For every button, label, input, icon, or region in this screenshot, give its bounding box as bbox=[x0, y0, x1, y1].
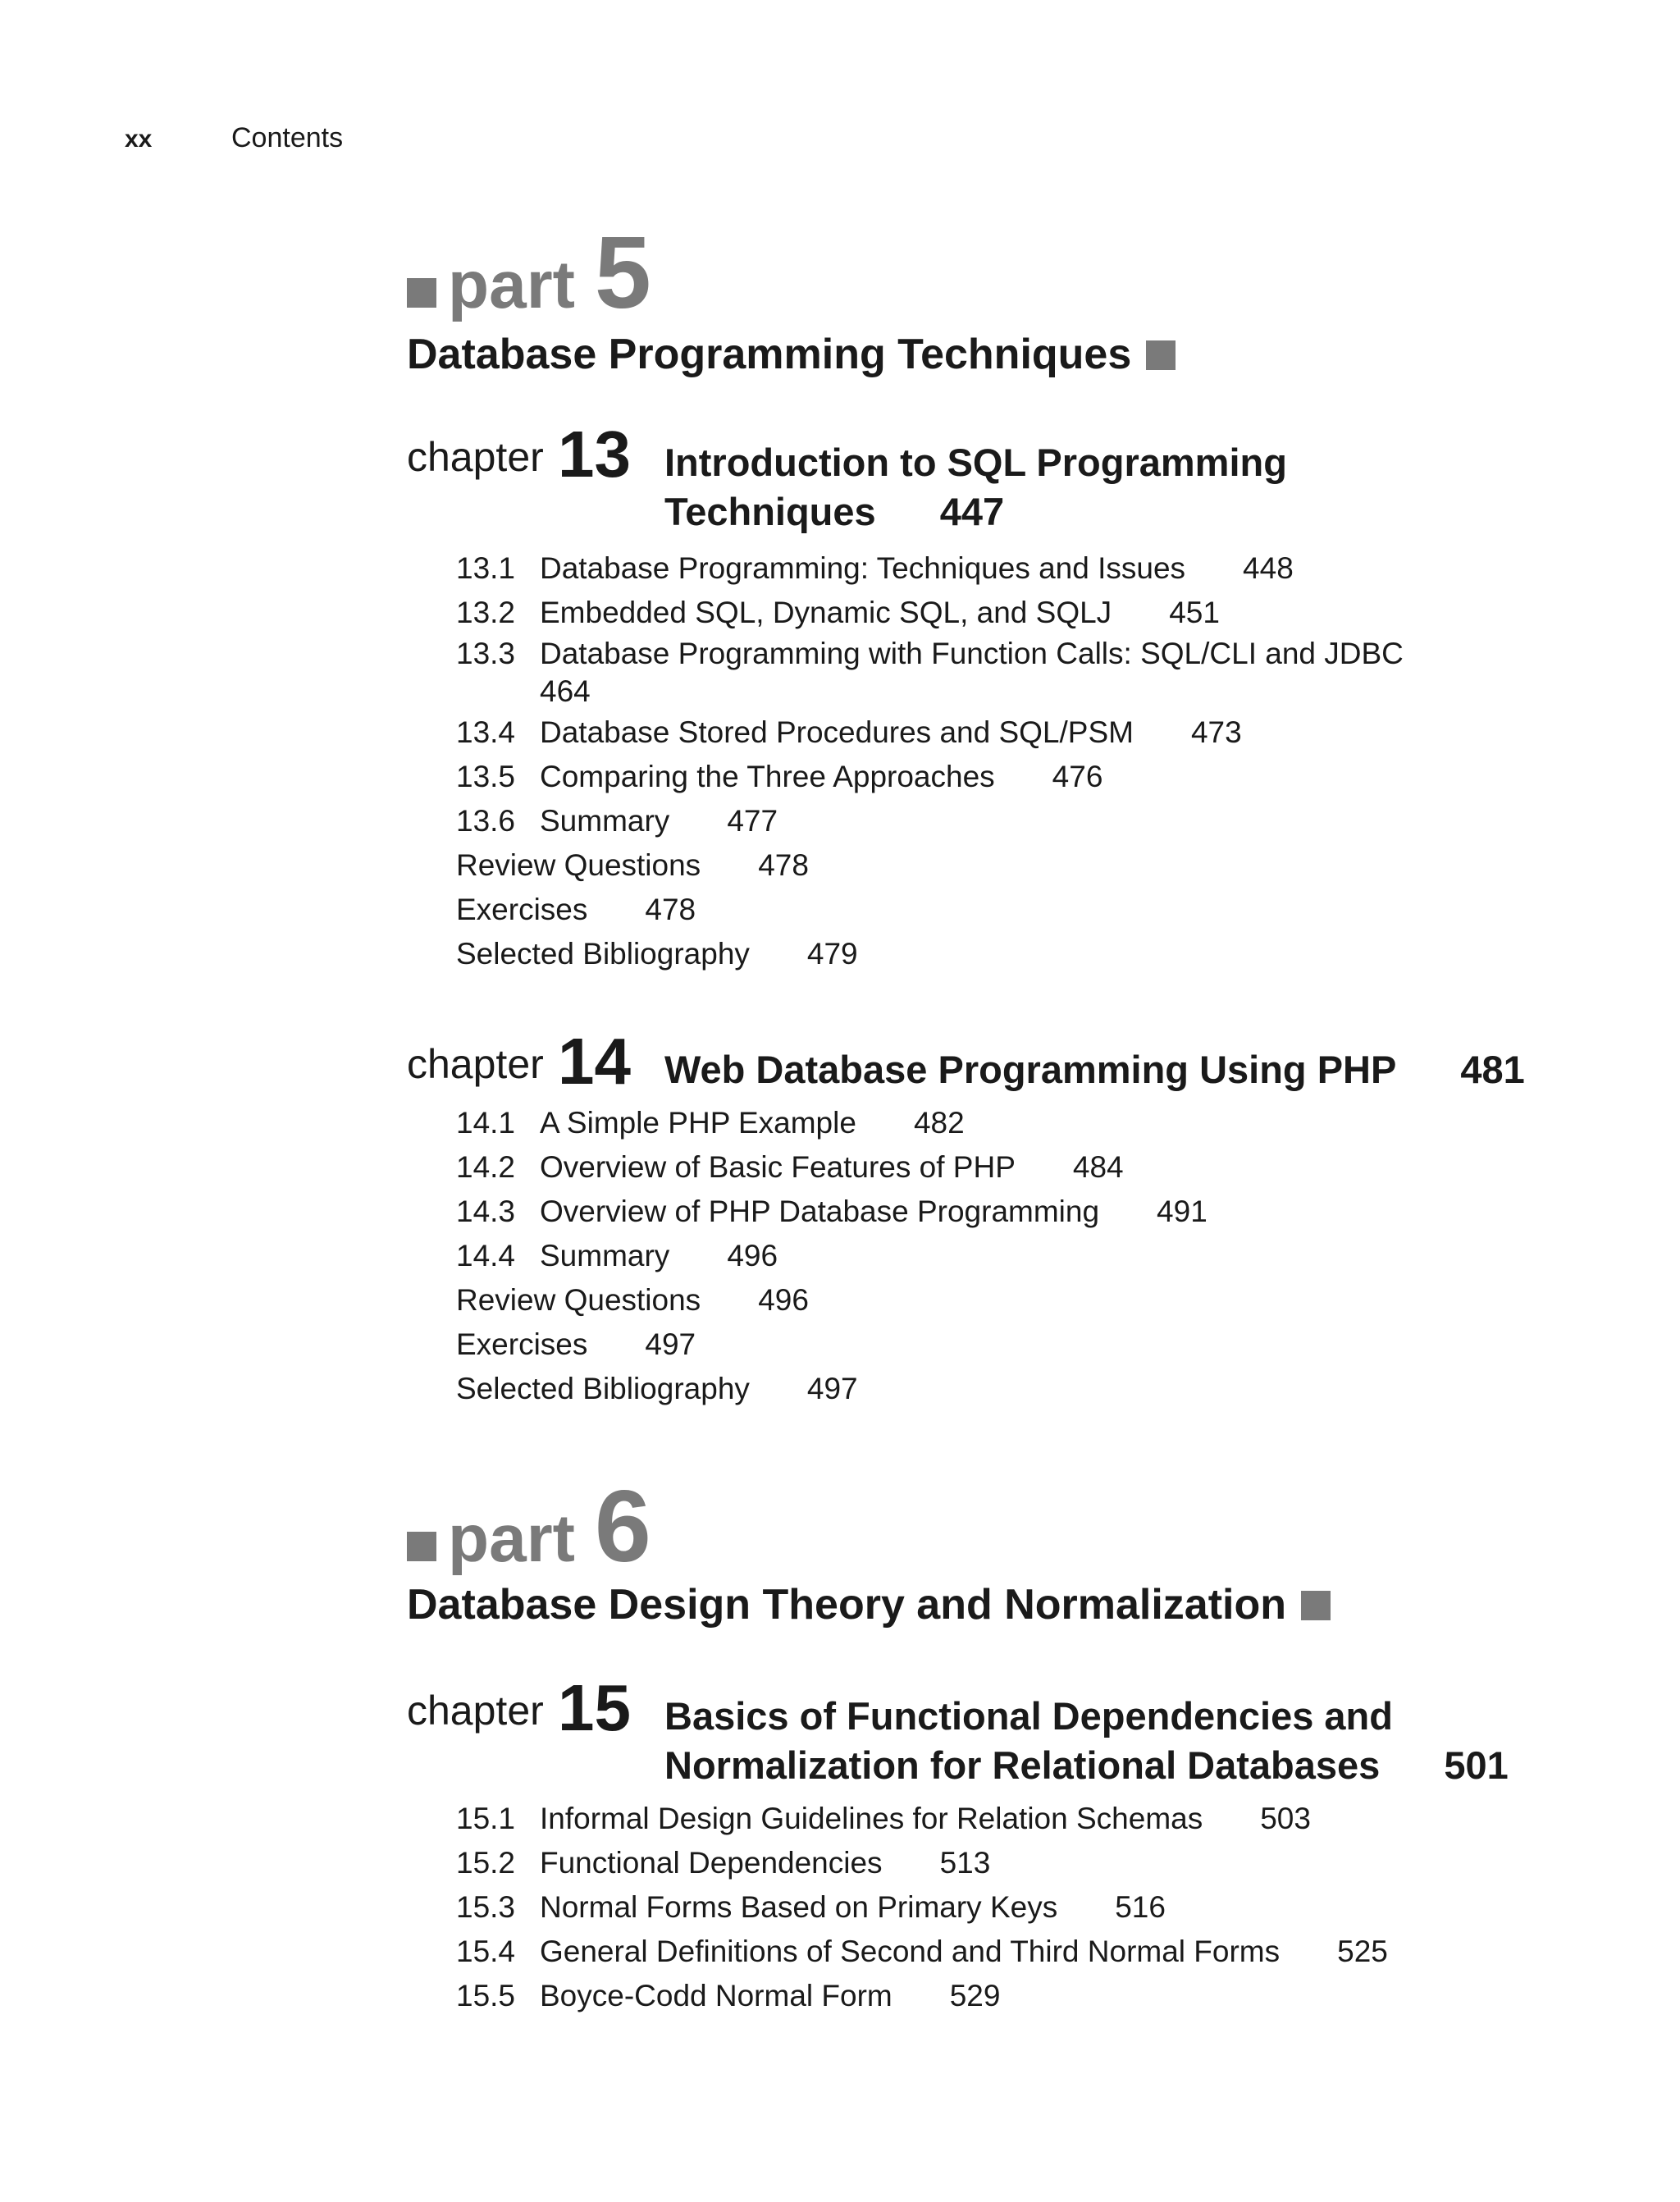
part-number: 5 bbox=[594, 217, 651, 330]
section-number: 14.3 bbox=[456, 1195, 516, 1228]
toc-entry bbox=[456, 888, 1404, 932]
section-number: 15.3 bbox=[456, 1890, 516, 1924]
section-page: 479 bbox=[806, 937, 858, 971]
part-heading bbox=[407, 215, 651, 331]
chapter-heading bbox=[407, 1669, 1555, 1787]
section-page: 503 bbox=[1260, 1802, 1311, 1835]
chapter-title-line: Techniques bbox=[664, 490, 876, 533]
toc-entry bbox=[456, 932, 1404, 976]
toc-entry bbox=[456, 1190, 1208, 1234]
section-page: 448 bbox=[1243, 551, 1294, 585]
section-title: Boyce-Codd Normal Form bbox=[540, 1979, 892, 2012]
toc-entry bbox=[456, 1101, 1208, 1145]
toc-entry bbox=[456, 1797, 1388, 1841]
part-title bbox=[407, 1580, 1331, 1629]
section-number: 14.1 bbox=[456, 1106, 516, 1140]
section-title: Informal Design Guidelines for Relation Schemas bbox=[540, 1802, 1203, 1835]
toc-entry bbox=[456, 1974, 1388, 2018]
section-page: 476 bbox=[1052, 760, 1103, 793]
square-bullet-icon bbox=[407, 278, 436, 308]
section-page: 482 bbox=[913, 1106, 965, 1140]
chapter-title bbox=[664, 438, 1287, 537]
section-number: 14.4 bbox=[456, 1239, 516, 1272]
part-number: 6 bbox=[594, 1470, 651, 1583]
page-folio: xx bbox=[125, 126, 153, 153]
section-page: 478 bbox=[645, 893, 696, 926]
section-number: 13.1 bbox=[456, 551, 516, 585]
chapter-page-number: 501 bbox=[1444, 1743, 1509, 1787]
section-page: 529 bbox=[949, 1979, 1001, 2012]
section-page: 516 bbox=[1115, 1890, 1166, 1924]
section-title: General Definitions of Second and Third Normal Forms bbox=[540, 1935, 1281, 1968]
toc-entry bbox=[456, 1278, 1208, 1323]
section-number: 15.5 bbox=[456, 1979, 516, 2012]
toc-entry bbox=[456, 799, 1404, 843]
section-title: Summary bbox=[540, 804, 670, 838]
running-head-section: Contents bbox=[231, 122, 344, 153]
chapter-title bbox=[664, 1692, 1509, 1790]
toc-entry bbox=[456, 546, 1404, 591]
section-page: 477 bbox=[727, 804, 778, 838]
square-end-icon bbox=[1301, 1591, 1331, 1620]
chapter-word: chapter bbox=[407, 1041, 544, 1087]
square-end-icon bbox=[1146, 340, 1176, 370]
section-page: 451 bbox=[1169, 596, 1220, 629]
toc-entry bbox=[456, 1885, 1388, 1930]
section-title: Review Questions bbox=[456, 1283, 701, 1317]
section-page: 496 bbox=[727, 1239, 778, 1272]
toc-entry bbox=[456, 755, 1404, 799]
chapter-contents-list bbox=[456, 1797, 1388, 2018]
section-number: 13.2 bbox=[456, 596, 516, 629]
toc-entry bbox=[456, 635, 1404, 710]
section-page: 497 bbox=[645, 1327, 696, 1361]
toc-entry bbox=[456, 710, 1404, 755]
part-title bbox=[407, 330, 1176, 379]
toc-entry bbox=[456, 1145, 1208, 1190]
chapter-page-number: 447 bbox=[939, 490, 1005, 533]
section-page: 491 bbox=[1157, 1195, 1208, 1228]
section-title: Functional Dependencies bbox=[540, 1846, 883, 1880]
section-number: 13.4 bbox=[456, 715, 516, 749]
section-title: A Simple PHP Example bbox=[540, 1106, 856, 1140]
section-title: Overview of Basic Features of PHP bbox=[540, 1150, 1016, 1184]
section-number: 14.2 bbox=[456, 1150, 516, 1184]
section-number: 15.2 bbox=[456, 1846, 516, 1880]
chapter-number: 13 bbox=[558, 418, 631, 491]
section-title: Normal Forms Based on Primary Keys bbox=[540, 1890, 1058, 1924]
section-title: Selected Bibliography bbox=[456, 1372, 750, 1405]
section-page: 513 bbox=[939, 1846, 991, 1880]
part-word: part bbox=[448, 248, 575, 322]
square-bullet-icon bbox=[407, 1532, 436, 1561]
section-number: 13.6 bbox=[456, 804, 516, 838]
chapter-contents-list bbox=[456, 546, 1404, 976]
section-title: Embedded SQL, Dynamic SQL, and SQLJ bbox=[540, 596, 1112, 629]
toc-entry bbox=[456, 1234, 1208, 1278]
section-title: Exercises bbox=[456, 893, 588, 926]
section-page: 473 bbox=[1190, 715, 1242, 749]
section-page: 478 bbox=[758, 848, 809, 882]
chapter-word: chapter bbox=[407, 434, 544, 480]
part-title-text: Database Programming Techniques bbox=[407, 331, 1132, 378]
toc-entry bbox=[456, 1323, 1208, 1367]
section-title: Overview of PHP Database Programming bbox=[540, 1195, 1100, 1228]
section-page: 464 bbox=[540, 674, 591, 708]
part-word: part bbox=[448, 1501, 575, 1576]
section-page: 484 bbox=[1072, 1150, 1124, 1184]
toc-entry bbox=[456, 1841, 1388, 1885]
section-number: 15.4 bbox=[456, 1935, 516, 1968]
section-number: 15.1 bbox=[456, 1802, 516, 1835]
toc-entry bbox=[456, 843, 1404, 888]
chapter-title-line: Introduction to SQL Programming bbox=[664, 441, 1287, 484]
section-title: Comparing the Three Approaches bbox=[540, 760, 995, 793]
section-page: 496 bbox=[758, 1283, 809, 1317]
chapter-title-line: Web Database Programming Using PHP bbox=[664, 1048, 1397, 1091]
section-title: Exercises bbox=[456, 1327, 588, 1361]
section-title: Selected Bibliography bbox=[456, 937, 750, 971]
section-title: Database Programming with Function Calls: SQL/CLI and JDBC bbox=[540, 637, 1404, 670]
toc-entry bbox=[456, 591, 1404, 635]
toc-entry bbox=[456, 1367, 1208, 1411]
chapter-page-number: 481 bbox=[1460, 1048, 1525, 1091]
toc-entry bbox=[456, 1930, 1388, 1974]
chapter-word: chapter bbox=[407, 1688, 544, 1734]
chapter-number: 14 bbox=[558, 1025, 631, 1098]
running-head bbox=[125, 121, 343, 156]
chapter-number: 15 bbox=[558, 1671, 631, 1744]
chapter-title-line: Normalization for Relational Databases bbox=[664, 1743, 1381, 1787]
chapter-title-line: Basics of Functional Dependencies and bbox=[664, 1694, 1393, 1738]
section-title: Summary bbox=[540, 1239, 670, 1272]
chapter-title bbox=[664, 1045, 1525, 1094]
chapter-contents-list bbox=[456, 1101, 1208, 1411]
section-page: 525 bbox=[1337, 1935, 1388, 1968]
part-heading bbox=[407, 1469, 651, 1585]
part-title-text: Database Design Theory and Normalization bbox=[407, 1581, 1287, 1629]
section-title: Database Stored Procedures and SQL/PSM bbox=[540, 715, 1134, 749]
section-page: 497 bbox=[806, 1372, 858, 1405]
section-title: Review Questions bbox=[456, 848, 701, 882]
section-number: 13.3 bbox=[456, 637, 516, 670]
section-number: 13.5 bbox=[456, 760, 516, 793]
section-title: Database Programming: Techniques and Issues bbox=[540, 551, 1186, 585]
chapter-heading bbox=[407, 418, 1555, 533]
